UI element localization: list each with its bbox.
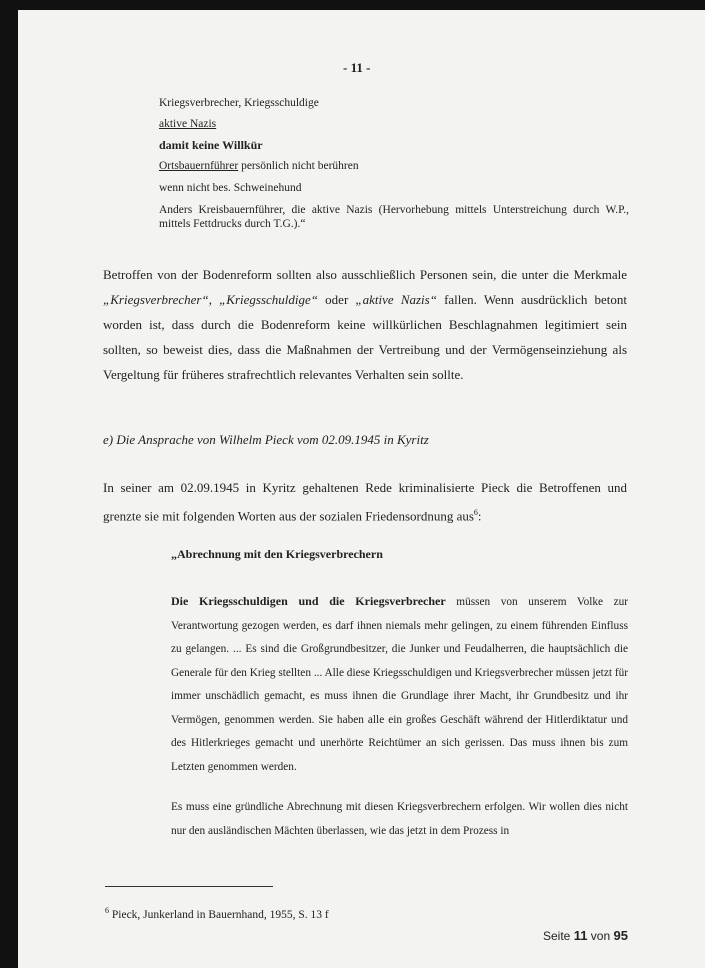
quote-paragraph: Anders Kreisbauernführer, die aktive Nazis (Hervorhebung mittels Unterstreichung durch W.P., mittels Fettdrucks durch T.G.).“: [159, 204, 629, 230]
footnote: $^6$ Pieck, Junkerland in Bauernhand, 1955, S. 13 f: [105, 906, 329, 921]
quote-paragraph: Die Kriegsschuldigen und die Kriegsverbrecher müssen von unserem Volke zur Verantwortung gezogen werden, es darf ihnen niemals mehr gelingen, zu einem führenden Einfluss zu gelangen. ... Es sind die Großgrundbesitzer, die Junker und Feudalherren, die hauptsächlich die Generale für den Krieg stellten ... Alle diese Kriegsschuldigen und Kriegsverbrecher müssen jetzt für immer unschädlich gemacht, es muss ihnen die Grundlage ihrer Macht, ihr Grundbesitz und ihr Vermögen, genommen werden. Sie haben alle ein großes Geschäft während der Hitlerdiktatur und des Hitlerkrieges gemacht und unerhörte Reichtümer an sich gerissen. Das muss ihnen bis zum Letzten genommen werden.: [171, 594, 628, 773]
section-heading: e) Die Ansprache von Wilhelm Pieck vom 02.09.1945 in Kyritz: [103, 432, 429, 447]
footnote-divider: [105, 886, 273, 887]
body-paragraph: Betroffen von der Bodenreform sollten also ausschließlich Personen sein, die unter die Merkmale „Kriegsverbrecher“, „Kriegsschuldige“ oder „aktive Nazis“ fallen. Wenn ausdrücklich betont worden ist, dass durch die Bodenreform keine willkürlichen Beschlagnahmen legitimiert sein sollten, so beweist dies, dass die Maßnahmen der Vertreibung und der Vermögenseinziehung als Vergeltung für früheres strafrechtlich relevantes Verhalten sein sollte.: [103, 267, 627, 382]
quote-line: Ortsbauernführer persönlich nicht berühren: [159, 160, 359, 172]
quote-line: Kriegsverbrecher, Kriegsschuldige: [159, 97, 319, 109]
body-paragraph: In seiner am 02.09.1945 in Kyritz gehaltenen Rede kriminalisierte Pieck die Betroffenen und grenzte sie mit folgenden Worten aus der sozialen Friedensordnung aus$^6$:: [103, 480, 627, 524]
quote-line: aktive Nazis: [159, 118, 217, 130]
page-number: - 11 -: [343, 60, 371, 75]
page-counter: Seite 11 von 95: [543, 928, 628, 943]
quote-paragraph: Es muss eine gründliche Abrechnung mit diesen Kriegsverbrechern erfolgen. Wir wollen dies nicht nur den ausländischen Mächten überlassen, wie das jetzt in dem Prozess in: [171, 801, 628, 837]
quote-line: wenn nicht bes. Schweinehund: [159, 182, 302, 194]
quote-heading: „Abrechnung mit den Kriegsverbrechern: [171, 547, 383, 561]
quote-line: damit keine Willkür: [159, 138, 263, 152]
